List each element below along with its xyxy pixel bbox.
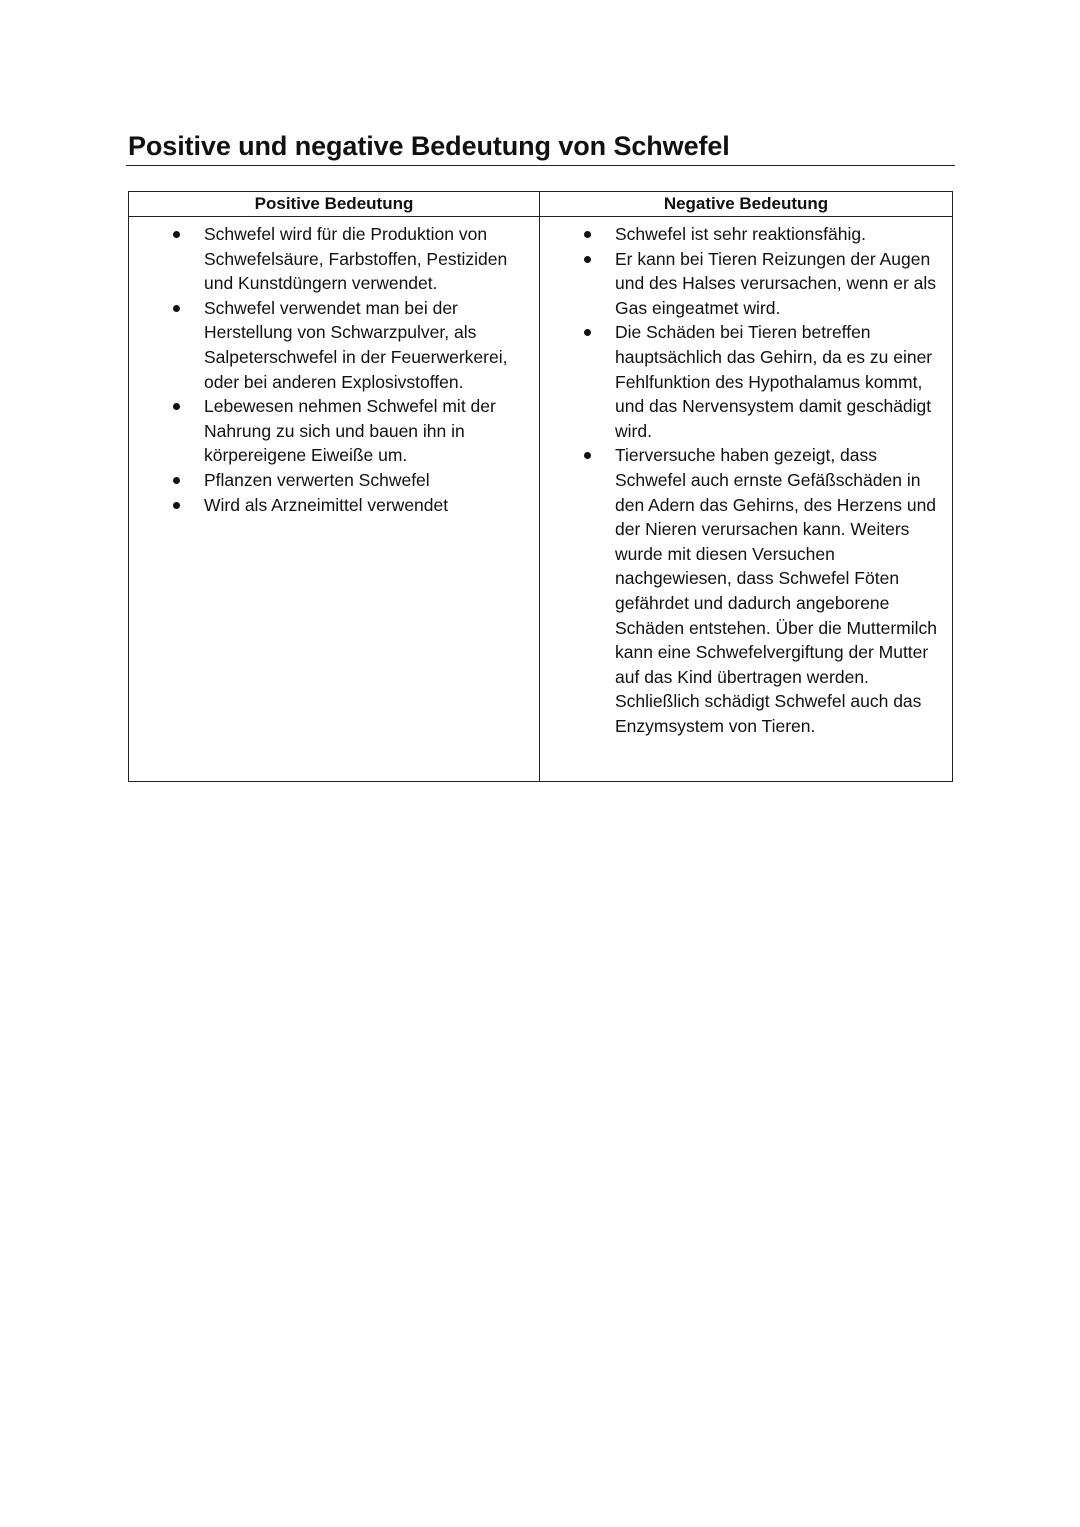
negative-list bbox=[540, 217, 952, 738]
bullet-icon bbox=[173, 231, 180, 238]
list-item bbox=[129, 493, 539, 518]
negative-column-header: Negative Bedeutung bbox=[540, 192, 953, 217]
negative-cell bbox=[540, 217, 953, 782]
list-item-text: Wird als Arzneimittel verwendet bbox=[204, 494, 449, 515]
list-item bbox=[129, 468, 539, 493]
list-item bbox=[540, 443, 952, 738]
list-item bbox=[129, 394, 539, 468]
positive-cell bbox=[129, 217, 540, 782]
positive-column-header: Positive Bedeutung bbox=[129, 192, 540, 217]
comparison-table bbox=[128, 191, 953, 782]
list-item-text: Tierversuche haben gezeigt, dass Schwefel auch ernste Gefäßschäden in den Adern das Gehirns, des Herzens und der Nieren verursachen kann. Weiters wurde mit diesen Versuchen nachgewiesen, dass Schwefel Föten gefährdet und dadurch angeborene Schäden entstehen. Über die Muttermilch kann eine Schwefelvergiftung der Mutter auf das Kind übertragen werden. Schließlich schädigt Schwefel auch das Enzymsystem von Tieren. bbox=[615, 445, 937, 736]
list-item bbox=[540, 320, 952, 443]
bullet-icon bbox=[584, 329, 591, 336]
list-item-text: Pflanzen verwerten Schwefel bbox=[204, 469, 430, 490]
title-underline bbox=[126, 165, 955, 166]
bullet-icon bbox=[584, 256, 591, 263]
list-item-text: Er kann bei Tieren Reizungen der Augen und des Halses verursachen, wenn er als Gas eingeatmet wird. bbox=[615, 248, 937, 318]
table-body-row bbox=[129, 217, 953, 782]
list-item-text: Schwefel wird für die Produktion von Schwefelsäure, Farbstoffen, Pestiziden und Kunstdüngern verwendet. bbox=[204, 224, 508, 294]
positive-list bbox=[129, 217, 539, 517]
list-item bbox=[540, 222, 952, 247]
list-item-text: Lebewesen nehmen Schwefel mit der Nahrung zu sich und bauen ihn in körpereigene Eiweiße um. bbox=[204, 396, 496, 466]
list-item bbox=[129, 296, 539, 394]
bullet-icon bbox=[173, 477, 180, 484]
list-item bbox=[129, 222, 539, 296]
page-title: Positive und negative Bedeutung von Schwefel bbox=[128, 131, 730, 161]
bullet-icon bbox=[173, 403, 180, 410]
table-header-row bbox=[129, 192, 953, 217]
bullet-icon bbox=[173, 502, 180, 509]
bullet-icon bbox=[173, 305, 180, 312]
list-item-text: Die Schäden bei Tieren betreffen hauptsächlich das Gehirn, da es zu einer Fehlfunktion des Hypothalamus kommt, und das Nervensystem damit geschädigt wird. bbox=[615, 322, 933, 441]
list-item bbox=[540, 247, 952, 321]
bullet-icon bbox=[584, 231, 591, 238]
bullet-icon bbox=[584, 452, 591, 459]
list-item-text: Schwefel ist sehr reaktionsfähig. bbox=[615, 224, 866, 244]
list-item-text: Schwefel verwendet man bei der Herstellung von Schwarzpulver, als Salpeterschwefel in der Feuerwerkerei, oder bei anderen Explosivstoffen. bbox=[204, 297, 508, 392]
